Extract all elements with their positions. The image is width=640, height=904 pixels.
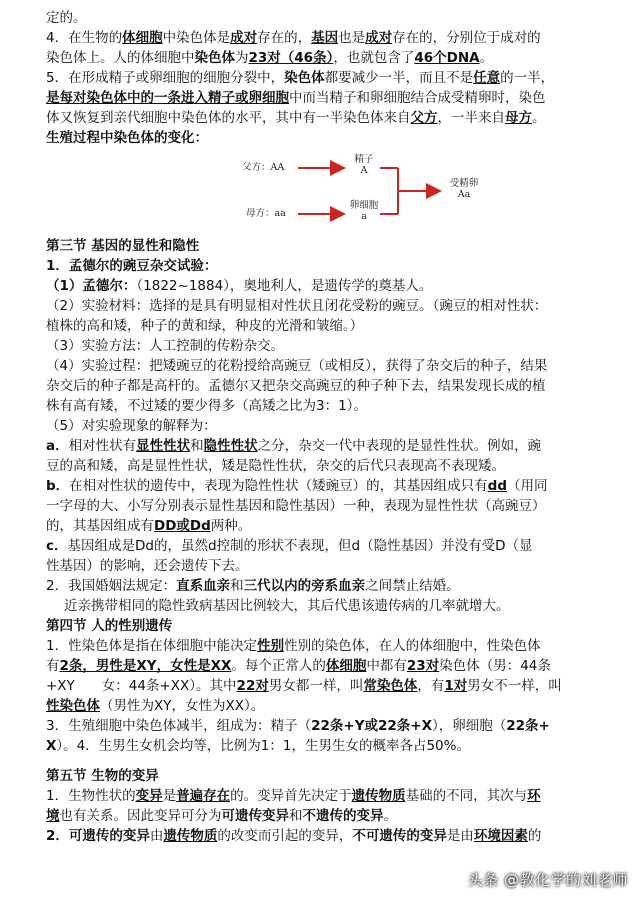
text-span: 为 — [235, 50, 249, 66]
emphasis-text: 成对 — [365, 30, 393, 46]
text-span: 中都有 — [366, 658, 407, 674]
text-line: 性基因）的影响，还会遗传下去。 — [46, 558, 249, 574]
text-span: +XY 女：44条+XX）。其中 — [46, 678, 237, 694]
egg-label: 卵细胞 a — [349, 200, 379, 222]
text-line — [46, 88, 602, 108]
emphasis-text: 境 — [46, 808, 60, 824]
text-span: 是由 — [446, 828, 474, 844]
text-line — [46, 48, 602, 68]
chromosome-diagram — [46, 150, 602, 228]
document-page — [46, 8, 602, 846]
emphasis-text: 染色体 — [194, 50, 235, 66]
emphasis-text: 遗传物质 — [163, 828, 218, 844]
text-span: 的一半， — [500, 70, 555, 86]
text-line — [46, 28, 602, 48]
emphasis-text: 任意 — [473, 70, 501, 86]
text-span: 在相对性状的遗传中，表现为隐性性状（矮豌豆）的，其基因组成只有 — [69, 478, 488, 494]
emphasis-text: 46个DNA — [414, 50, 480, 66]
emphasis-text: 22对 — [236, 678, 269, 694]
emphasis-text: 染色体 — [284, 70, 325, 86]
emphasis-text: 三代以内的旁系血亲 — [243, 578, 366, 594]
text-span: 。 — [479, 50, 494, 66]
text-span: 3．生殖细胞中染色体减半，组成为：精子（ — [46, 718, 312, 734]
text-span: （用同 — [507, 478, 548, 494]
text-span: 男女都一样，叫 — [268, 678, 364, 694]
emphasis-text: 可遗传的变异 — [68, 828, 150, 844]
text-span: 和 — [190, 438, 204, 454]
text-span: 染色体上。人的体细胞中 — [46, 50, 195, 66]
text-line — [46, 276, 602, 296]
emphasis-text: 直系血亲 — [176, 578, 231, 594]
emphasis-text: 性别 — [257, 638, 285, 654]
text-line — [46, 436, 602, 456]
text-line — [46, 736, 602, 756]
text-span: 之分，杂交一代中表现的是显性性状。例如，豌 — [257, 438, 542, 454]
text-span: 基础的不同，其次与 — [405, 788, 528, 804]
mother-label: 母方：aa — [246, 208, 286, 219]
emphasis-text: 孟德尔： — [82, 278, 137, 294]
emphasis-text: b． — [46, 478, 70, 494]
watermark: 头条 @教化学的刘老师 — [467, 871, 628, 889]
emphasis-text: 体细胞 — [325, 658, 367, 674]
section-heading: 第四节 人的性别遗传 — [46, 618, 173, 634]
father-label: 父方：AA — [242, 162, 285, 173]
text-line — [46, 476, 602, 496]
text-line — [46, 696, 602, 716]
text-line — [46, 636, 602, 656]
text-line — [46, 786, 602, 806]
text-span: （1822~1884），奥地利人，是遗传学的奠基人。 — [136, 278, 433, 294]
text-span: ）。4．生男生女机会均等，比例为1：1，生男生女的概率各占50%。 — [56, 738, 470, 754]
text-span: ，一半来自 — [437, 110, 505, 126]
text-span: ，也就包含了 — [333, 50, 415, 66]
text-span: 性别的染色体，在人的体细胞中，性染色体 — [284, 638, 541, 654]
text-span: ），卵细胞（ — [431, 718, 507, 734]
emphasis-text: 2条，男性是XY，女性是XX — [59, 658, 232, 674]
emphasis-text: 不遗传的变异 — [302, 808, 384, 824]
emphasis-text: （1） — [46, 278, 83, 294]
text-span: 基因组成是Dd的，虽然d控制的形状不表现，但d（隐性基因）并没有受D（显 — [67, 538, 533, 554]
diagram-arrows — [46, 150, 602, 228]
emphasis-text: 可遗传变异 — [221, 808, 289, 824]
section-heading: 第五节 生物的变异 — [46, 768, 159, 784]
text-span: 4．在生物的 — [46, 30, 123, 46]
sperm-label: 精子 A — [354, 154, 374, 176]
subheading: 生殖过程中染色体的变化： — [46, 130, 208, 146]
text-span: 也是 — [338, 30, 366, 46]
emphasis-text: 23对（46条） — [248, 50, 334, 66]
emphasis-text: 常染色体 — [363, 678, 418, 694]
emphasis-text: 体细胞 — [122, 30, 163, 46]
emphasis-text: 父方 — [410, 110, 438, 126]
text-span: 存在的， — [257, 30, 312, 46]
emphasis-text: 基因 — [311, 30, 339, 46]
emphasis-text: 1对 — [444, 678, 468, 694]
emphasis-text: DD或Dd — [154, 518, 211, 534]
emphasis-text: 环 — [527, 788, 541, 804]
text-span: 。每个正常人的 — [231, 658, 326, 674]
text-line: （3）实验方法：人工控制的传粉杂交。 — [46, 338, 285, 354]
text-span: 中而当精子和卵细胞结合成受精卵时，染色 — [289, 90, 546, 106]
text-span: 也有关系。因此变异可分为 — [59, 808, 222, 824]
text-span: 男女不一样，叫 — [467, 678, 562, 694]
emphasis-text: 环境因素 — [473, 828, 528, 844]
text-span: 有 — [46, 658, 60, 674]
emphasis-text: 普遍存在 — [176, 788, 231, 804]
zygote-label: 受精卵 Aa — [449, 178, 479, 200]
text-line — [46, 68, 602, 88]
text-line — [46, 826, 602, 846]
text-line — [46, 656, 602, 676]
subheading: 1．孟德尔的豌豆杂交试验： — [46, 258, 218, 274]
text-line: 杂交后的种子都是高杆的。孟德尔又把杂交高豌豆的种子种下去，结果发现长成的植 — [46, 378, 546, 394]
emphasis-text: dd — [487, 478, 507, 494]
text-line: （2）实验材料：选择的是具有明显相对性状且闭花受粉的豌豆。（豌豆的相对性状： — [46, 298, 548, 314]
text-span: 由 — [149, 828, 164, 844]
emphasis-text: 成对 — [230, 30, 258, 46]
text-span: 。 — [532, 110, 546, 126]
emphasis-text: 是每对染色体中的一条进入精子或卵细胞 — [46, 90, 289, 106]
text-line: 植株的高和矮，种子的黄和绿，种皮的光滑和皱缩。） — [46, 318, 364, 334]
text-line: 近亲携带相同的隐性致病基因比例较大，其后代患该遗传病的几率就增大。 — [64, 598, 510, 614]
text-span: 1．性染色体是指在体细胞中能决定 — [46, 638, 258, 654]
text-span: 存在的，分别位于成对的 — [392, 30, 541, 46]
emphasis-text: 母方 — [505, 110, 532, 126]
emphasis-text: X — [46, 738, 57, 754]
text-line — [46, 576, 602, 596]
text-span: 的。变异首先决定于 — [230, 788, 352, 804]
text-line — [46, 516, 602, 536]
text-span: 之间禁止结婚。 — [365, 578, 460, 594]
emphasis-text: 23对 — [406, 658, 440, 674]
text-line — [46, 716, 602, 736]
text-span: 2．我国婚姻法规定： — [46, 578, 177, 594]
emphasis-text: 隐性性状 — [203, 438, 258, 454]
emphasis-text: c． — [46, 538, 68, 554]
text-span: 体又恢复到亲代细胞中染色体的水平，其中有一半染色体来自 — [46, 110, 411, 126]
emphasis-text: 不可遗传的变异 — [352, 828, 447, 844]
text-span: 的，其基因组成有 — [46, 518, 154, 534]
text-span: （男性为XY，女性为XX）。 — [100, 698, 265, 714]
emphasis-text: 2． — [46, 828, 69, 844]
text-span: 5．在形成精子或卵细胞的细胞分裂中， — [46, 70, 285, 86]
text-span: 中染色体是 — [162, 30, 231, 46]
section-heading: 第三节 基因的显性和隐性 — [46, 238, 200, 254]
text-line: 一字母的大、小写分别表示显性基因和隐性基因）一种，表现为显性性状（高豌豆） — [46, 498, 546, 514]
text-span: 和 — [289, 808, 303, 824]
text-line: （5）对实验现象的解释为： — [46, 418, 217, 434]
text-span: 都要减少一半，而且不是 — [324, 70, 474, 86]
text-span: 和 — [230, 578, 244, 594]
text-line — [46, 806, 602, 826]
text-line — [46, 108, 602, 128]
text-line — [46, 536, 602, 556]
emphasis-text: a． — [46, 438, 69, 454]
text-span: ，有 — [417, 678, 445, 694]
emphasis-text: 遗传物质 — [351, 788, 406, 804]
emphasis-text: 22条+Y或22条+X — [311, 718, 432, 734]
emphasis-text: 显性性状 — [136, 438, 191, 454]
text-span: 的改变而引起的变异， — [217, 828, 353, 844]
text-span: 。 — [383, 808, 397, 824]
emphasis-text: 性染色体 — [46, 698, 100, 714]
text-line: 豆的高和矮，高是显性性状，矮是隐性性状，杂交的后代只表现高不表现矮。 — [46, 458, 505, 474]
emphasis-text: 变异 — [135, 788, 163, 804]
text-span: 染色体（男：44条 — [439, 658, 551, 674]
text-span: 的 — [527, 828, 542, 844]
text-line: 定的。 — [46, 10, 87, 26]
text-span: 相对性状有 — [68, 438, 137, 454]
text-line: （4）实验过程：把矮豌豆的花粉授给高豌豆（或相反），获得了杂交后的种子，结果 — [46, 358, 548, 374]
emphasis-text: 22条+ — [506, 718, 550, 734]
text-span: 两种。 — [210, 518, 252, 534]
text-span: 是 — [162, 788, 177, 804]
text-span: 1．生物性状的 — [46, 788, 136, 804]
text-line: 株有高有矮，不过矮的要少得多（高矮之比为3：1）。 — [46, 398, 367, 414]
text-line — [46, 676, 602, 696]
